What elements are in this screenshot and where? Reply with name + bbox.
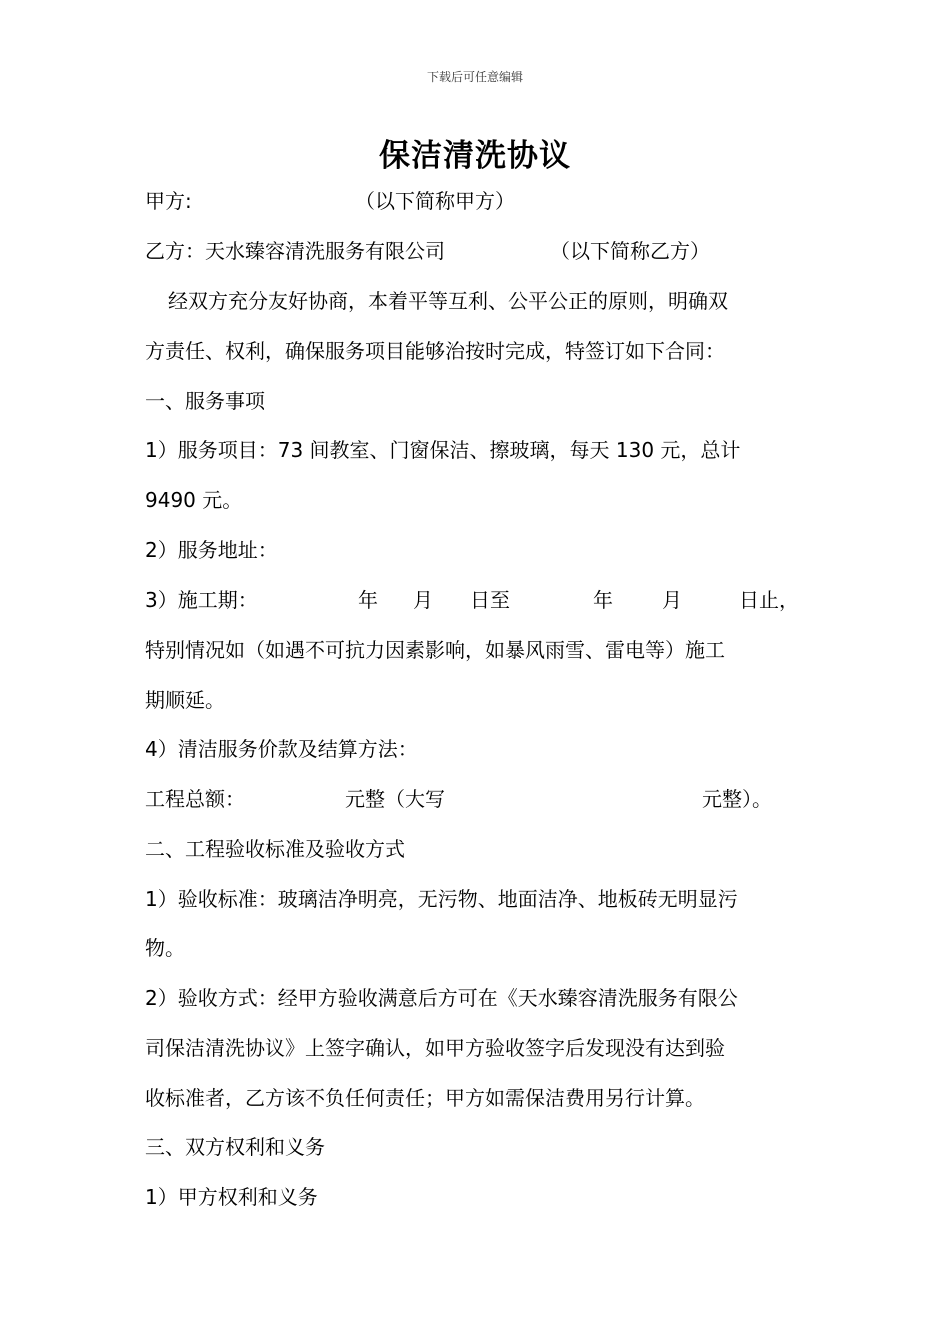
period-month-1: 月 [413,588,433,612]
project-total-unit: 元整（大写 [345,787,445,811]
period-year-2: 年 [593,588,613,612]
project-total-label: 工程总额： [145,787,245,811]
service-item-line-1: 1）服务项目：73 间教室、门窗保洁、擦玻璃，每天 130 元，总计 [145,438,741,462]
construction-period-cont-2: 期顺延。 [145,688,225,712]
construction-period-label: 3）施工期： [145,588,258,612]
period-day-1: 日至 [470,588,510,612]
service-address: 2）服务地址： [145,538,278,562]
acceptance-standard-line-1: 1）验收标准：玻璃洁净明亮，无污物、地面洁净、地板砖无明显污 [145,887,738,911]
acceptance-method-line-2: 司保洁清洗协议》上签字确认，如甲方验收签字后发现没有达到验 [145,1036,725,1060]
intro-line-2: 方责任、权利，确保服务项目能够治按时完成，特签订如下合同： [145,339,725,363]
acceptance-method-line-1: 2）验收方式：经甲方验收满意后方可在《天水臻容清洗服务有限公 [145,986,738,1010]
period-day-2: 日止， [739,588,799,612]
section-2-heading: 二、工程验收标准及验收方式 [145,837,405,861]
period-year-1: 年 [358,588,378,612]
section-3-heading: 三、双方权利和义务 [145,1135,325,1159]
project-total-tail: 元整）。 [702,787,772,811]
intro-line-1: 经双方充分友好协商，本着平等互利、公平公正的原则，明确双 [168,289,728,313]
party-a-note: （以下简称甲方） [355,189,515,213]
section-1-heading: 一、服务事项 [145,389,265,413]
construction-period-cont-1: 特别情况如（如遇不可抗力因素影响，如暴风雨雪、雷电等）施工 [145,638,725,662]
page-title: 保洁清洗协议 [379,138,571,174]
acceptance-method-line-3: 收标准者，乙方该不负任何责任；甲方如需保洁费用另行计算。 [145,1086,705,1110]
period-month-2: 月 [662,588,682,612]
party-b-label: 乙方：天水臻容清洗服务有限公司 [145,239,445,263]
party-b-note: （以下简称乙方） [550,239,710,263]
header-note: 下载后可任意编辑 [426,70,523,84]
acceptance-standard-line-2: 物。 [145,936,185,960]
service-item-line-2: 9490 元。 [145,488,243,512]
price-settlement: 4）清洁服务价款及结算方法： [145,737,418,761]
party-a-label: 甲方: [145,189,192,213]
party-a-rights: 1）甲方权利和义务 [145,1185,318,1209]
